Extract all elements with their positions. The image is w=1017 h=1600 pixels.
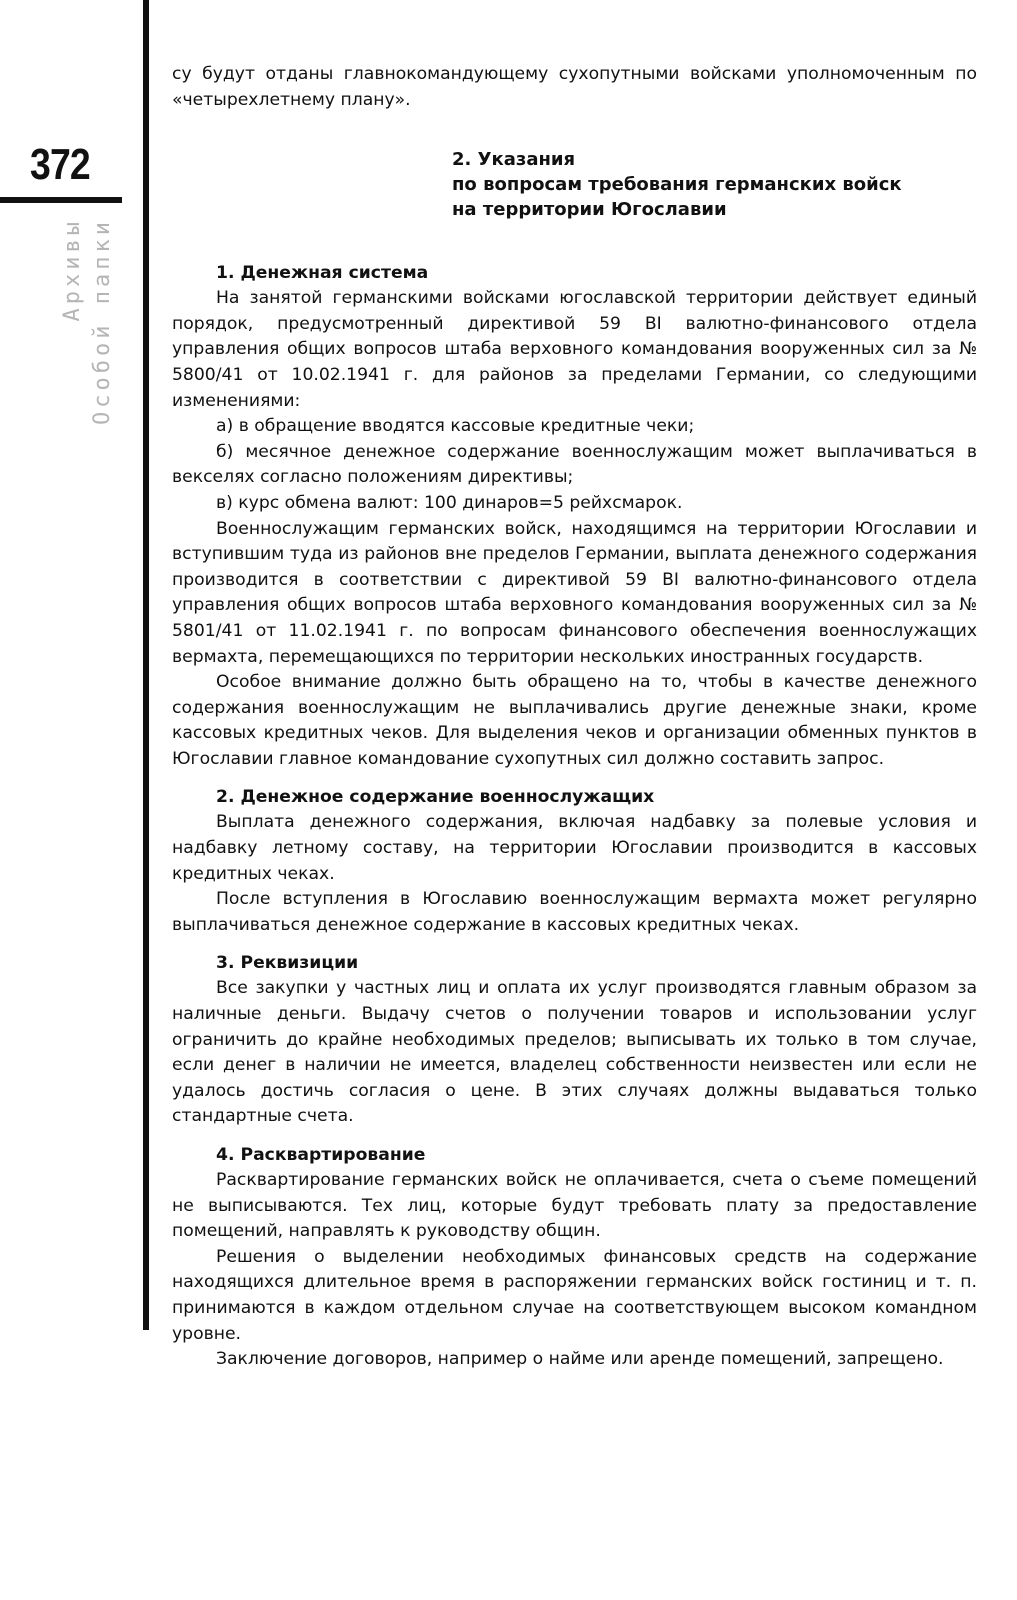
paragraph: После вступления в Югославию военнослужащим вермахта может регулярно выплачиваться денежное содержание в кассовых кредитных чеках. [172,889,977,935]
paragraph: Расквартирование германских войск не оплачивается, счета о съеме помещений не выписываются. Тех лиц, которые будут требовать плату за предоставление помещений, направлять к руководству общин. [172,1170,977,1242]
heading-line-1: 2. Указания [452,149,576,171]
section-title: 2. Денежное содержание военнослужащих [216,787,655,808]
list-item: в) курс обмена валют: 100 динаров=5 рейхсмарок. [216,492,683,513]
sidebar-text-2: Особой папки [90,218,115,425]
section-requisitions [172,950,977,1130]
paragraph: Все закупки у частных лиц и оплата их услуг производятся главным образом за наличные деньги. Выдачу счетов о получении товаров и использовании услуг ограничить до крайне необходимых пределов; выписывать их только в том случае, если денег в наличии не имеется, владелец собственности неизвестен или если не удалось достичь согласия о цене. В этих случаях должны выдаваться только стандартные счета. [172,978,977,1127]
paragraph: Выплата денежного содержания, включая надбавку за полевые условия и надбавку летному составу, на территории Югославии производится в кассовых кредитных чеках. [172,812,977,884]
list-item: б) месячное денежное содержание военнослужащим может выплачиваться в векселях согласно положениям директивы; [172,441,977,488]
page-number-rule [0,197,122,203]
document-heading [452,147,977,222]
section-salary [172,784,977,938]
paragraph: Военнослужащим германских войск, находящимся на территории Югославии и вступившим туда из районов вне пределов Германии, выплата денежного содержания производится в соответствии с директивой 59 BI валютно-финансового отдела управления общих вопросов штаба верховного командования вооруженных сил за № 5801/41 от 11.02.1941 г. по вопросам финансового обеспечения военнослужащих вермахта, перемещающихся по территории нескольких иностранных государств. [172,518,977,667]
list-item: а) в обращение вводятся кассовые кредитные чеки; [216,416,695,437]
section-title: 4. Расквартирование [216,1145,426,1165]
paragraph: Заключение договоров, например о найме или аренде помещений, запрещено. [216,1349,944,1370]
paragraph: Решения о выделении необходимых финансовых средств на содержание находящихся длительное время в распоряжении германских войск гостиниц и т. п. принимаются в каждом отдельном случае на соответствующем высоком командном уровне. [172,1246,977,1344]
heading-line-2: по вопросам требования германских войск [452,174,902,196]
section-quartering [172,1142,977,1373]
document-body [172,62,977,1373]
page-number: 372 [30,140,90,189]
margin-vertical-rule [143,0,149,1330]
heading-line-3: на территории Югославии [452,199,727,221]
intro-paragraph: су будут отданы главнокомандующему сухопутными войсками уполномоченным по «четырехлетнему плану». [172,64,977,110]
sidebar-text-1: Архивы [60,218,85,322]
section-monetary-system [172,260,977,772]
section-title: 1. Денежная система [216,263,429,284]
sidebar-running-title [60,218,120,818]
section-title: 3. Реквизиции [216,953,359,974]
paragraph: Особое внимание должно быть обращено на то, чтобы в качестве денежного содержания военнослужащим не выплачивались другие денежные знаки, кроме кассовых кредитных чеков. Для выделения чеков и организации обменных пунктов в Югославии главное командование сухопутных сил должно составить запрос. [172,672,977,769]
paragraph: На занятой германскими войсками югославской территории действует единый порядок, предусмотренный директивой 59 BI валютно-финансового отдела управления общих вопросов штаба верховного командования вооруженных сил за № 5800/41 от 10.02.1941 г. для районов за пределами Германии, со следующими изменениями: [172,288,977,411]
